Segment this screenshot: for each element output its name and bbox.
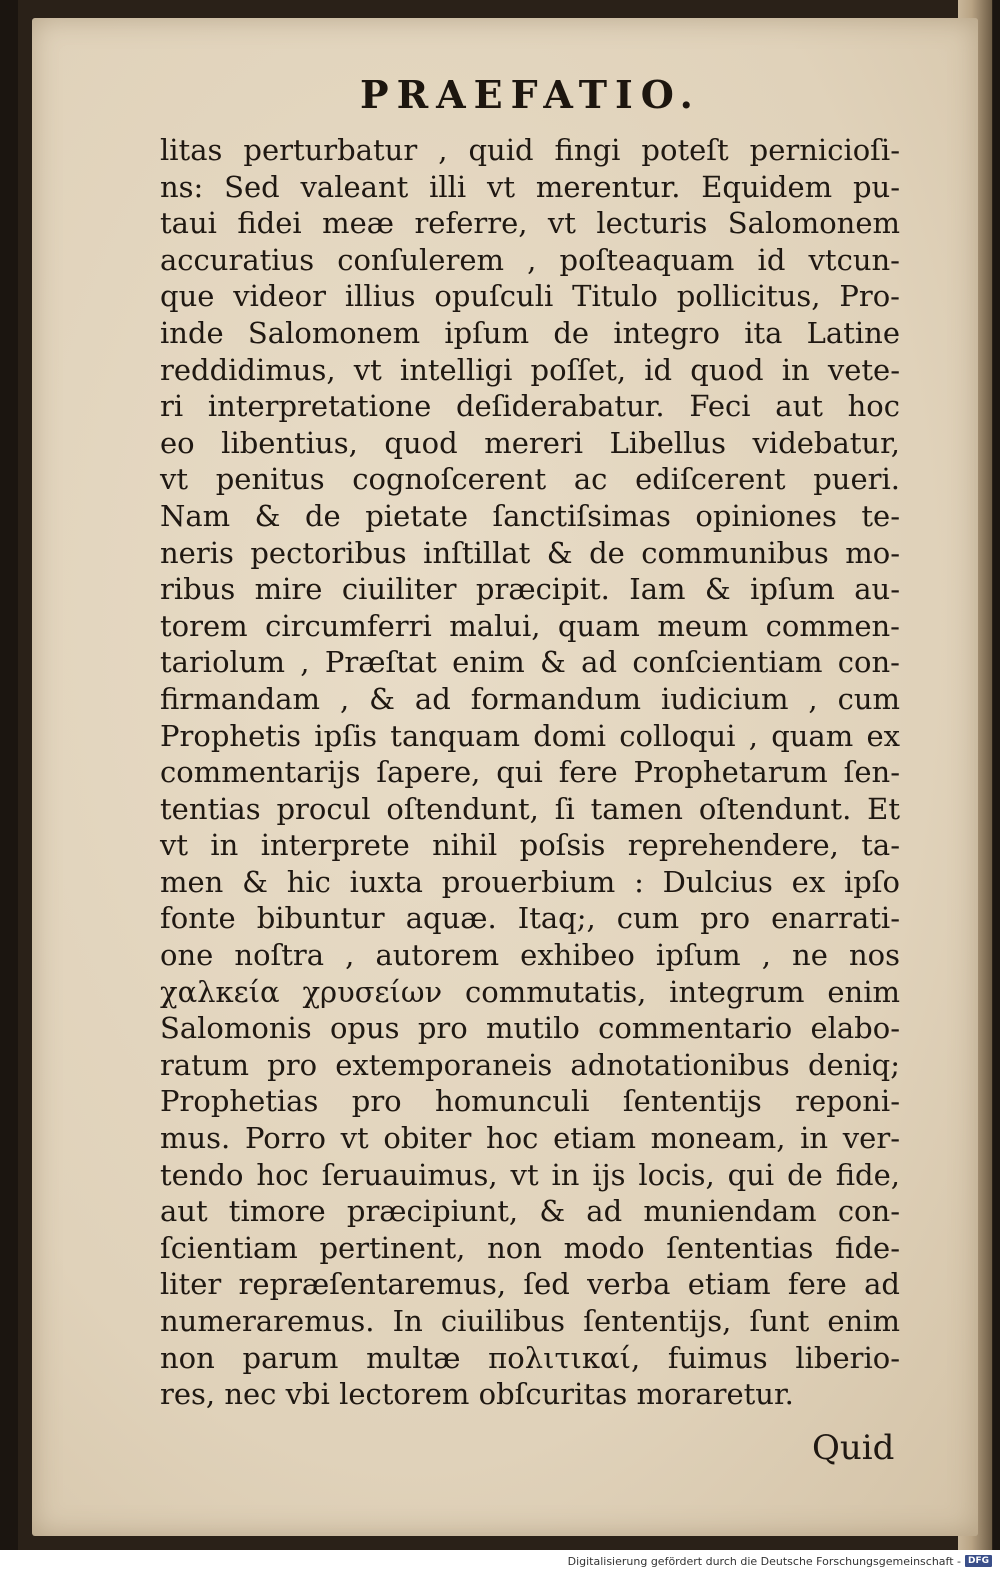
- text-line: ribus mire ciuiliter præcipit. Iam & ipſum au-: [160, 572, 900, 607]
- text-line: fonte bibuntur aquæ. Itaq;, cum pro enarrati-: [160, 901, 900, 936]
- footer-bar: [0, 1550, 1000, 1572]
- text-line: tentias procul oſtendunt, ſi tamen oſtendunt. Et: [160, 791, 900, 826]
- text-line: commentarijs ſapere, qui fere Prophetarum ſen-: [160, 755, 900, 790]
- text-block: [160, 132, 900, 1413]
- text-line: χαλκεία χρυσείων commutatis, integrum enim: [160, 974, 900, 1009]
- text-line: reddidimus, vt intelligi poſſet, id quod in vete-: [160, 352, 900, 387]
- text-line: Salomonis opus pro mutilo commentario elabo-: [160, 1011, 900, 1046]
- text-line: res, nec vbi lectorem obſcuritas moraretur.: [160, 1377, 794, 1412]
- dfg-logo: DFG: [965, 1555, 992, 1567]
- text-line: vt penitus cognoſcerent ac ediſcerent pueri.: [160, 462, 900, 497]
- text-line: men & hic iuxta prouerbium : Dulcius ex ipſo: [160, 864, 900, 899]
- text-line: one noſtra , autorem exhibeo ipſum , ne nos: [160, 938, 900, 973]
- text-line: vt in interprete nihil poſsis reprehendere, ta-: [160, 828, 900, 863]
- text-line: inde Salomonem ipſum de integro ita Latine: [160, 315, 900, 350]
- text-line: Prophetias pro homunculi ſententijs reponi-: [160, 1084, 900, 1119]
- text-line: accuratius conſulerem , poſteaquam id vtcun-: [160, 242, 900, 277]
- text-line: Prophetis ipſis tanquam domi colloqui , quam ex: [160, 718, 900, 753]
- text-line: neris pectoribus inſtillat & de communibus mo-: [160, 535, 900, 570]
- text-line: ſcientiam pertinent, non modo ſententias fide-: [160, 1230, 900, 1265]
- text-line: eo libentius, quod mereri Libellus videbatur,: [160, 425, 900, 460]
- text-line: ratum pro extemporaneis adnotationibus deniq;: [160, 1047, 900, 1082]
- text-line: litas perturbatur , quid fingi poteſt pernicioſi-: [160, 133, 900, 167]
- text-line: ns: Sed valeant illi vt merentur. Equidem pu-: [160, 169, 900, 204]
- catchword: Quid: [812, 1428, 895, 1468]
- text-line: que videor illius opuſculi Titulo pollicitus, Pro-: [160, 279, 900, 314]
- text-line: aut timore præcipiunt, & ad muniendam con-: [160, 1194, 900, 1229]
- text-line: ri interpretatione deſiderabatur. Feci aut hoc: [160, 389, 900, 424]
- text-line: liter repræſentaremus, ſed verba etiam fere ad: [160, 1267, 900, 1302]
- text-line: non parum multæ πολιτικαί, fuimus liberio-: [160, 1340, 900, 1375]
- text-line: mus. Porro vt obiter hoc etiam moneam, in ver-: [160, 1121, 900, 1156]
- text-line: firmandam , & ad formandum iudicium , cum: [160, 681, 900, 716]
- text-line: torem circumferri malui, quam meum commen-: [160, 608, 900, 643]
- text-line: tendo hoc ſeruauimus, vt in ijs locis, qui de fide,: [160, 1157, 900, 1192]
- text-line: Nam & de pietate ſanctiſsimas opiniones te-: [160, 498, 900, 533]
- footer-credit: Digitalisierung gefördert durch die Deutsche Forschungsgemeinschaft -: [567, 1554, 961, 1568]
- text-line: numeraremus. In ciuilibus ſententijs, ſunt enim: [160, 1304, 900, 1338]
- text-line: taui fidei meæ referre, vt lecturis Salomonem: [160, 206, 900, 241]
- running-head: PRAEFATIO.: [360, 72, 701, 117]
- text-line: tariolum , Præſtat enim & ad conſcientiam con-: [160, 645, 900, 680]
